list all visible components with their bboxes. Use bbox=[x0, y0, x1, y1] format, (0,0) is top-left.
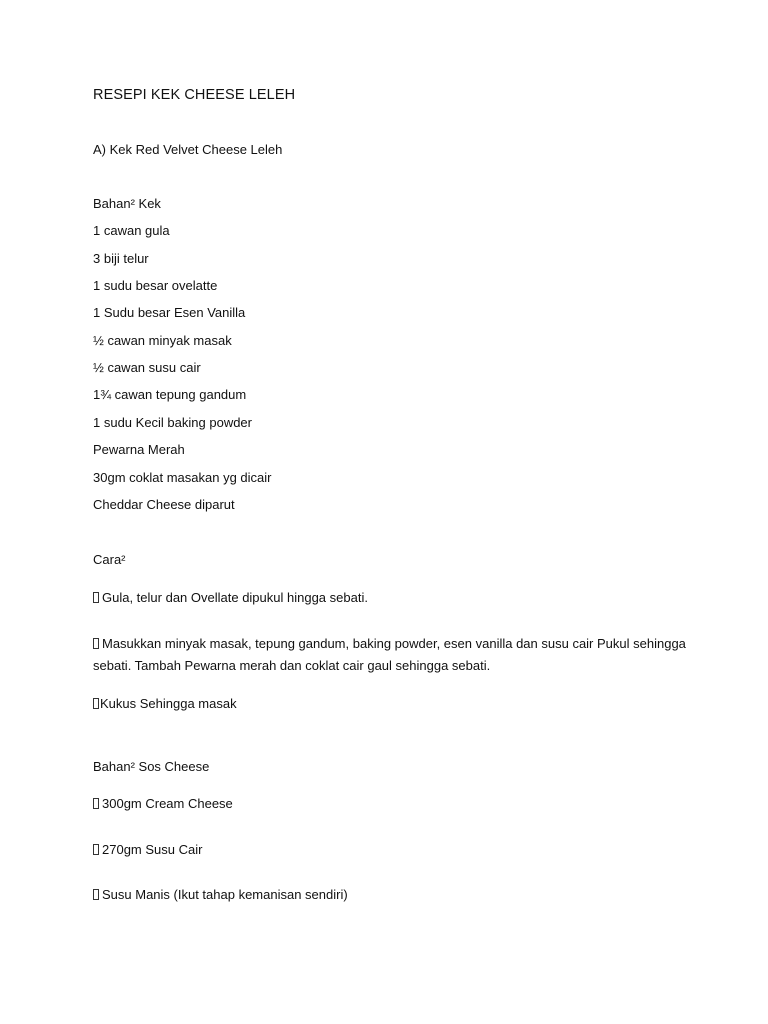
section-heading-a: A) Kek Red Velvet Cheese Leleh bbox=[93, 142, 283, 157]
sauce-ingredient-item bbox=[93, 886, 348, 904]
sauce-ingredient-item bbox=[93, 795, 233, 813]
sauce-ingredient-text: Susu Manis (Ikut tahap kemanisan sendiri) bbox=[102, 887, 348, 902]
cake-ingredient-item: 1 sudu besar ovelatte bbox=[93, 278, 218, 293]
bullet-icon bbox=[93, 798, 99, 809]
method-step-text: Kukus Sehingga masak bbox=[100, 696, 237, 711]
cake-ingredient-item: 30gm coklat masakan yg dicair bbox=[93, 470, 272, 485]
cake-ingredient-item: 1¾ cawan tepung gandum bbox=[93, 387, 247, 402]
cake-ingredient-item: Cheddar Cheese diparut bbox=[93, 497, 235, 512]
method-step bbox=[93, 589, 368, 607]
cake-ingredient-item: 1 sudu Kecil baking powder bbox=[93, 415, 252, 430]
sauce-ingredient-item bbox=[93, 841, 202, 859]
document-title: RESEPI KEK CHEESE LELEH bbox=[93, 87, 296, 103]
bullet-icon bbox=[93, 844, 99, 855]
method-step bbox=[93, 695, 237, 713]
cake-ingredient-item: ½ cawan susu cair bbox=[93, 360, 201, 375]
sauce-ingredient-text: 270gm Susu Cair bbox=[102, 842, 203, 857]
method-step-text: Gula, telur dan Ovellate dipukul hingga sebati. bbox=[102, 590, 368, 605]
cake-ingredient-item: ½ cawan minyak masak bbox=[93, 333, 232, 348]
sauce-ingredient-text: 300gm Cream Cheese bbox=[102, 796, 233, 811]
bullet-icon bbox=[93, 698, 99, 709]
cake-ingredient-item: 3 biji telur bbox=[93, 251, 149, 266]
cake-ingredient-item: Pewarna Merah bbox=[93, 442, 185, 457]
cake-ingredients-heading: Bahan² Kek bbox=[93, 196, 161, 211]
cake-ingredient-item: 1 Sudu besar Esen Vanilla bbox=[93, 305, 246, 320]
bullet-icon bbox=[93, 592, 99, 603]
bullet-icon bbox=[93, 638, 99, 649]
method-step-text: Masukkan minyak masak, tepung gandum, baking powder, esen vanilla dan susu cair Pukul sehingga sebati. Tambah Pewarna merah dan coklat cair gaul sehingga sebati. bbox=[93, 636, 686, 673]
bullet-icon bbox=[93, 889, 99, 900]
method-heading: Cara² bbox=[93, 552, 126, 567]
cake-ingredient-item: 1 cawan gula bbox=[93, 223, 170, 238]
sauce-ingredients-heading: Bahan² Sos Cheese bbox=[93, 759, 210, 774]
method-step bbox=[93, 633, 693, 677]
